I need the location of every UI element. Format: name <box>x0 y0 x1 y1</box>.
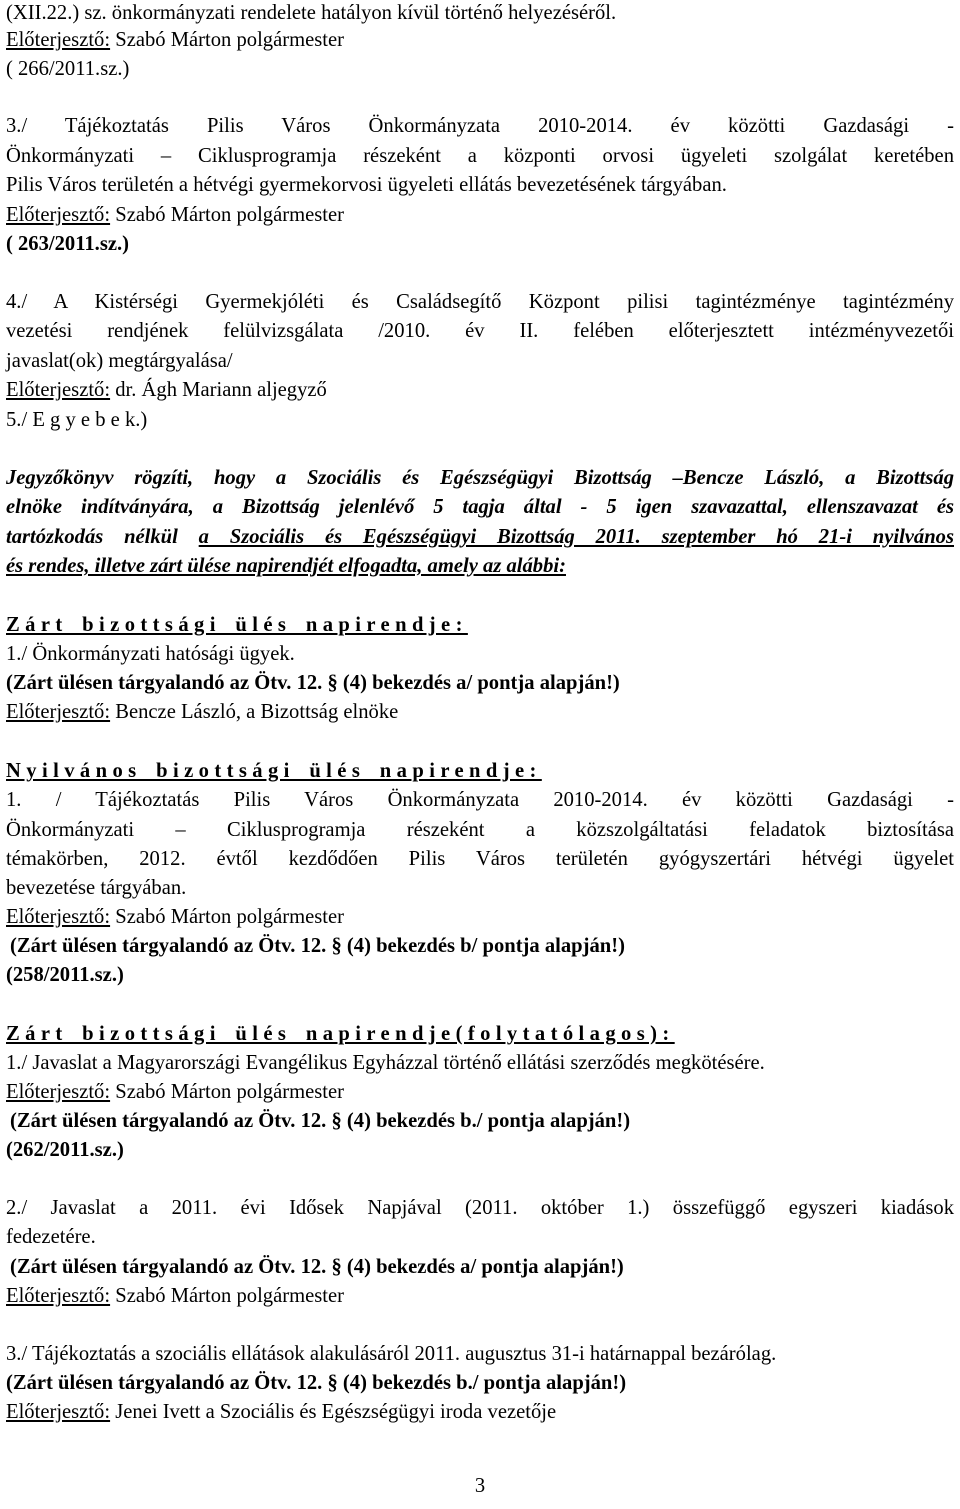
agenda-item-5: 5./ E g y e b e k.) <box>6 409 148 431</box>
presenter-label: Előterjesztő: <box>6 906 111 928</box>
presenter-label: Előterjesztő: <box>6 1285 111 1307</box>
presenter-label: Előterjesztő: <box>6 379 111 401</box>
agenda-item-4: 4./ A Kistérségi Gyermekjóléti és Családsegítő Központ pilisi tagintézménye tagintézmény <box>6 291 954 313</box>
reference-number: (262/2011.sz.) <box>6 1139 124 1161</box>
presenter-line <box>6 1284 954 1308</box>
closed-session-note: (Zárt ülésen tárgyalandó az Ötv. 12. § (4) bekezdés b./ pontja alapján!) <box>6 1372 627 1394</box>
presenter-name: Szabó Márton polgármester <box>115 29 344 51</box>
reference-number: ( 263/2011.sz.) <box>6 233 129 255</box>
presenter-label: Előterjesztő: <box>6 701 111 723</box>
presenter-name: Jenei Ivett a Szociális és Egészségügyi iroda vezetője <box>115 1401 557 1423</box>
public-item-1-text: témakörben, 2012. évtől kezdődően Pilis Város területén gyógyszertári hétvégi ügyelet <box>6 848 954 870</box>
presenter-label: Előterjesztő: <box>6 1401 111 1423</box>
presenter-line <box>6 700 954 724</box>
closed-session-note: (Zárt ülésen tárgyalandó az Ötv. 12. § (4) bekezdés b./ pontja alapján!) <box>10 1110 631 1132</box>
presenter-line <box>6 378 954 402</box>
presenter-name: Szabó Márton polgármester <box>115 204 344 226</box>
agenda-item-4-text: javaslat(ok) megtárgyalása/ <box>6 350 233 372</box>
presenter-line <box>6 905 954 929</box>
section-heading-closed-continued: Zárt bizottsági ülés napirendje(folytatólagos): <box>6 1023 675 1045</box>
closed-session-note: (Zárt ülésen tárgyalandó az Ötv. 12. § (4) bekezdés a/ pontja alapján!) <box>10 1256 624 1278</box>
minutes-text-underlined: a Szociális és Egészségügyi Bizottság 2011. szeptember hó 21-i nyilvános <box>198 526 954 548</box>
section-heading-public: Nyilvános bizottsági ülés napirendje: <box>6 760 542 782</box>
minutes-paragraph: és rendes, illetve zárt ülése napirendjét elfogadta, amely az alábbi: <box>6 555 566 577</box>
presenter-line <box>6 203 954 227</box>
reference-number: ( 266/2011.sz.) <box>6 58 130 80</box>
continued-item-3: 3./ Tájékoztatás a szociális ellátások alakulásáról 2011. augusztus 31-i határnappal bezárólag. <box>6 1343 777 1365</box>
minutes-text: tartózkodás nélkül <box>6 526 199 548</box>
presenter-name: Szabó Márton polgármester <box>115 1285 344 1307</box>
agenda-item-3: 3./ Tájékoztatás Pilis Város Önkormányzata 2010-2014. év közötti Gazdasági - <box>6 115 954 137</box>
presenter-label: Előterjesztő: <box>6 1081 111 1103</box>
presenter-label: Előterjesztő: <box>6 29 111 51</box>
presenter-line <box>6 1400 954 1424</box>
agenda-item-4-text: vezetési rendjének felülvizsgálata /2010. év II. felében előterjesztett intézményvezetői <box>6 320 954 342</box>
presenter-line <box>6 28 954 52</box>
text-line: (XII.22.) sz. önkormányzati rendelete hatályon kívül történő helyezéséről. <box>6 2 617 24</box>
public-item-1: 1. / Tájékoztatás Pilis Város Önkormányzata 2010-2014. év közötti Gazdasági - <box>6 789 954 811</box>
agenda-item-3-text: Pilis Város területén a hétvégi gyermekorvosi ügyeleti ellátás bevezetésének tárgyában. <box>6 174 727 196</box>
closed-item-1: 1./ Önkormányzati hatósági ügyek. <box>6 643 295 665</box>
presenter-name: dr. Ágh Mariann aljegyző <box>115 379 327 401</box>
continued-item-2-text: fedezetére. <box>6 1226 96 1248</box>
public-item-1-text: bevezetése tárgyában. <box>6 877 187 899</box>
presenter-name: Bencze László, a Bizottság elnöke <box>115 701 399 723</box>
closed-session-note: (Zárt ülésen tárgyalandó az Ötv. 12. § (4) bekezdés a/ pontja alapján!) <box>6 672 620 694</box>
minutes-paragraph <box>6 525 954 549</box>
closed-session-note: (Zárt ülésen tárgyalandó az Ötv. 12. § (4) bekezdés b/ pontja alapján!) <box>10 935 625 957</box>
section-heading-closed: Zárt bizottsági ülés napirendje: <box>6 614 468 636</box>
reference-number: (258/2011.sz.) <box>6 964 124 986</box>
public-item-1-text: Önkormányzati – Ciklusprogramja részeként a közszolgáltatási feladatok biztosítása <box>6 819 954 841</box>
page-number: 3 <box>474 1475 486 1497</box>
continued-item-2: 2./ Javaslat a 2011. évi Idősek Napjával (2011. október 1.) összefüggő egyszeri kiadások <box>6 1197 954 1219</box>
presenter-line <box>6 1080 954 1104</box>
agenda-item-3-text: Önkormányzati – Ciklusprogramja részeként a központi orvosi ügyeleti szolgálat keretében <box>6 145 954 167</box>
continued-item-1: 1./ Javaslat a Magyarországi Evangélikus Egyházzal történő ellátási szerződés megkötésére. <box>6 1052 765 1074</box>
minutes-paragraph: Jegyzőkönyv rögzíti, hogy a Szociális és Egészségügyi Bizottság –Bencze László, a Bizottság <box>6 467 954 489</box>
presenter-label: Előterjesztő: <box>6 204 111 226</box>
minutes-paragraph: elnöke indítványára, a Bizottság jelenlévő 5 tagja által - 5 igen szavazattal, ellenszavazat és <box>6 496 954 518</box>
presenter-name: Szabó Márton polgármester <box>115 906 344 928</box>
presenter-name: Szabó Márton polgármester <box>115 1081 344 1103</box>
